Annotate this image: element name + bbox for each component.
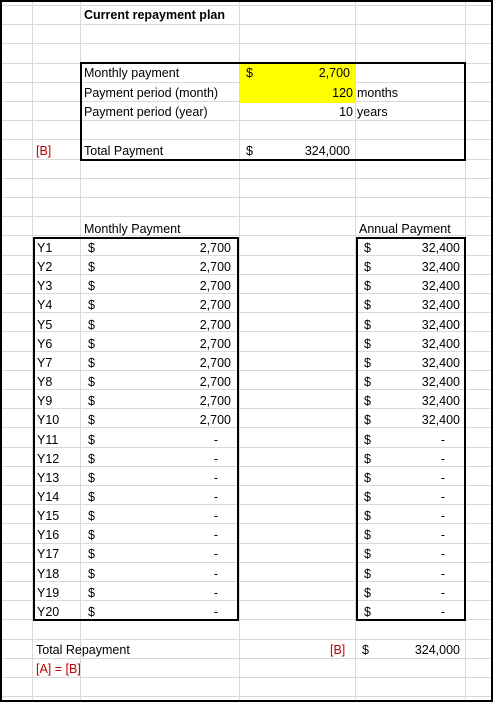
annual-currency: $ xyxy=(364,528,371,542)
monthly-value[interactable]: - xyxy=(213,509,218,523)
year-label: Y16 xyxy=(37,528,60,542)
total-payment-label: Total Payment xyxy=(84,144,164,158)
monthly-value[interactable]: 2,700 xyxy=(199,318,231,332)
year-label: Y19 xyxy=(37,586,60,600)
annual-value[interactable]: - xyxy=(440,528,445,542)
monthly-value[interactable]: 2,700 xyxy=(199,394,231,408)
year-label: Y4 xyxy=(37,298,53,312)
monthly-value[interactable]: - xyxy=(213,471,218,485)
total-payment-value[interactable]: 324,000 xyxy=(304,144,350,158)
year-label: Y8 xyxy=(37,375,53,389)
monthly-currency: $ xyxy=(88,452,95,466)
annual-value[interactable]: 32,400 xyxy=(421,241,460,255)
annual-currency: $ xyxy=(364,547,371,561)
annual-currency: $ xyxy=(364,318,371,332)
monthly-currency: $ xyxy=(88,509,95,523)
year-label: Y11 xyxy=(37,433,59,447)
annual-value[interactable]: 32,400 xyxy=(421,260,460,274)
monthly-payment-value[interactable]: 2,700 xyxy=(318,66,350,80)
monthly-payment-label: Monthly payment xyxy=(84,66,180,80)
year-label: Y20 xyxy=(37,605,60,619)
monthly-currency: $ xyxy=(88,298,95,312)
annual-value[interactable]: - xyxy=(440,452,445,466)
annual-currency: $ xyxy=(364,337,371,351)
monthly-currency: $ xyxy=(88,318,95,332)
monthly-value[interactable]: 2,700 xyxy=(199,337,231,351)
monthly-value[interactable]: - xyxy=(213,528,218,542)
annual-currency: $ xyxy=(364,394,371,408)
year-label: Y6 xyxy=(37,337,53,351)
annual-currency: $ xyxy=(364,490,371,504)
b-marker-top: [B] xyxy=(36,144,52,158)
months-unit: months xyxy=(357,86,398,100)
annual-currency: $ xyxy=(364,605,371,619)
year-label: Y9 xyxy=(37,394,53,408)
monthly-currency: $ xyxy=(88,567,95,581)
monthly-value[interactable]: - xyxy=(213,433,218,447)
annual-value[interactable]: - xyxy=(440,547,445,561)
monthly-value[interactable]: - xyxy=(213,452,218,466)
year-label: Y13 xyxy=(37,471,60,485)
monthly-currency: $ xyxy=(88,605,95,619)
year-label: Y5 xyxy=(37,318,53,332)
annual-currency: $ xyxy=(364,241,371,255)
annual-value[interactable]: 32,400 xyxy=(421,279,460,293)
annual-currency: $ xyxy=(364,471,371,485)
monthly-currency: $ xyxy=(88,490,95,504)
annual-value[interactable]: 32,400 xyxy=(421,318,460,332)
annual-currency: $ xyxy=(364,586,371,600)
annual-value[interactable]: - xyxy=(440,509,445,523)
year-label: Y1 xyxy=(37,241,53,255)
monthly-value[interactable]: 2,700 xyxy=(199,375,231,389)
annual-currency: $ xyxy=(364,375,371,389)
annual-value[interactable]: - xyxy=(440,605,445,619)
monthly-value[interactable]: - xyxy=(213,490,218,504)
annual-currency: $ xyxy=(364,452,371,466)
monthly-currency: $ xyxy=(88,394,95,408)
year-label: Y3 xyxy=(37,279,53,293)
monthly-currency: $ xyxy=(88,547,95,561)
monthly-payment-header: Monthly Payment xyxy=(84,222,181,236)
annual-value[interactable]: 32,400 xyxy=(421,413,460,427)
annual-value[interactable]: - xyxy=(440,433,445,447)
monthly-payment-currency: $ xyxy=(246,66,253,80)
monthly-currency: $ xyxy=(88,260,95,274)
monthly-currency: $ xyxy=(88,375,95,389)
years-unit: years xyxy=(357,105,388,119)
annual-currency: $ xyxy=(364,567,371,581)
annual-value[interactable]: 32,400 xyxy=(421,375,460,389)
year-label: Y7 xyxy=(37,356,53,370)
payment-period-year-label: Payment period (year) xyxy=(84,105,208,119)
monthly-value[interactable]: 2,700 xyxy=(199,298,231,312)
monthly-value[interactable]: 2,700 xyxy=(199,260,231,274)
year-label: Y2 xyxy=(37,260,53,274)
year-label: Y12 xyxy=(37,452,60,466)
monthly-currency: $ xyxy=(88,279,95,293)
total-repayment-label: Total Repayment xyxy=(36,643,130,657)
annual-currency: $ xyxy=(364,413,371,427)
monthly-currency: $ xyxy=(88,586,95,600)
year-label: Y14 xyxy=(37,490,60,504)
total-payment-currency: $ xyxy=(246,144,253,158)
monthly-value[interactable]: - xyxy=(213,605,218,619)
annual-currency: $ xyxy=(364,260,371,274)
annual-currency: $ xyxy=(364,509,371,523)
monthly-currency: $ xyxy=(88,356,95,370)
monthly-value[interactable]: 2,700 xyxy=(199,356,231,370)
annual-currency: $ xyxy=(364,279,371,293)
monthly-currency: $ xyxy=(88,433,95,447)
b-marker-bottom: [B] xyxy=(330,643,346,657)
monthly-currency: $ xyxy=(88,528,95,542)
year-label: Y18 xyxy=(37,567,60,581)
payment-period-year-value[interactable]: 10 xyxy=(339,105,353,119)
monthly-value[interactable]: 2,700 xyxy=(199,279,231,293)
monthly-value[interactable]: - xyxy=(213,567,218,581)
monthly-value[interactable]: - xyxy=(213,547,218,561)
monthly-currency: $ xyxy=(88,471,95,485)
annual-value[interactable]: - xyxy=(440,490,445,504)
check-formula: [A] = [B] xyxy=(36,662,81,676)
monthly-currency: $ xyxy=(88,241,95,255)
annual-value[interactable]: - xyxy=(440,567,445,581)
annual-value[interactable]: 32,400 xyxy=(421,337,460,351)
monthly-value[interactable]: 2,700 xyxy=(199,413,231,427)
annual-value[interactable]: - xyxy=(440,471,445,485)
year-label: Y10 xyxy=(37,413,60,427)
year-label: Y17 xyxy=(37,547,60,561)
annual-currency: $ xyxy=(364,356,371,370)
annual-currency: $ xyxy=(364,298,371,312)
plan-title: Current repayment plan xyxy=(84,8,226,22)
total-repayment-value[interactable]: 324,000 xyxy=(414,643,460,657)
annual-payment-header: Annual Payment xyxy=(359,222,451,236)
annual-value[interactable]: 32,400 xyxy=(421,356,460,370)
monthly-value[interactable]: 2,700 xyxy=(199,241,231,255)
monthly-currency: $ xyxy=(88,413,95,427)
payment-period-month-value[interactable]: 120 xyxy=(332,86,353,100)
total-repayment-currency: $ xyxy=(362,643,369,657)
payment-period-month-label: Payment period (month) xyxy=(84,86,219,100)
annual-currency: $ xyxy=(364,433,371,447)
year-label: Y15 xyxy=(37,509,60,523)
annual-value[interactable]: 32,400 xyxy=(421,394,460,408)
annual-value[interactable]: 32,400 xyxy=(421,298,460,312)
monthly-currency: $ xyxy=(88,337,95,351)
annual-value[interactable]: - xyxy=(440,586,445,600)
monthly-value[interactable]: - xyxy=(213,586,218,600)
